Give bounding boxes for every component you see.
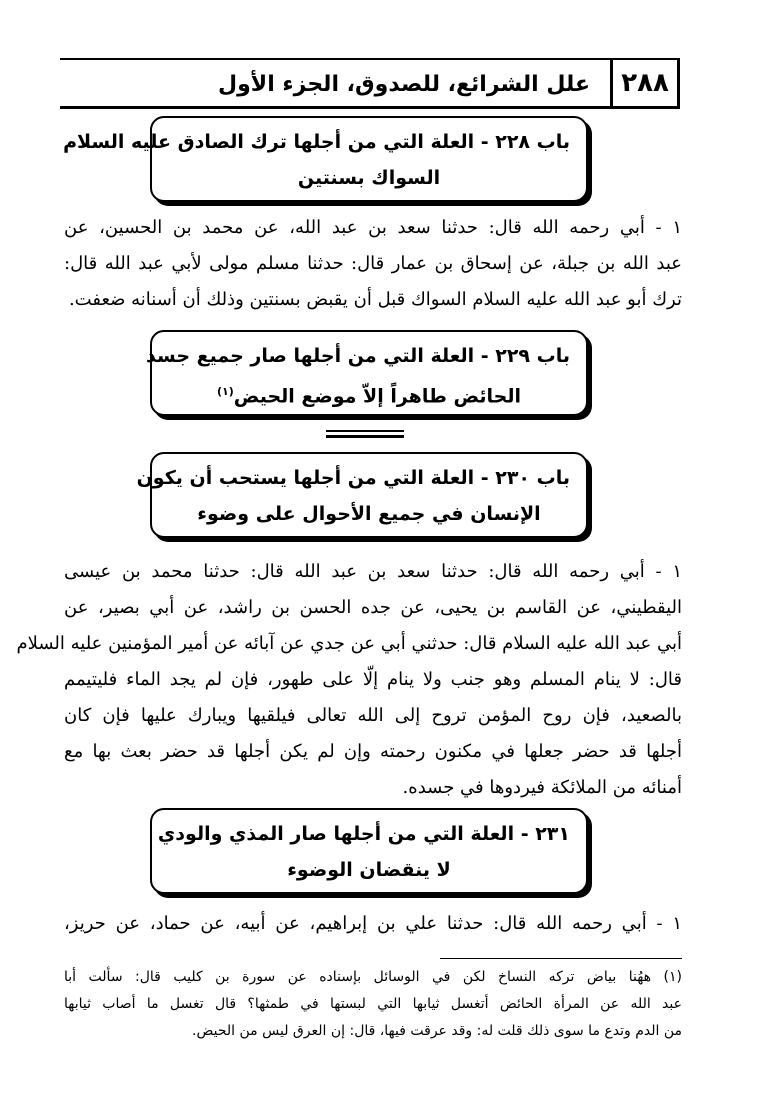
text-line: عبد الله بن جبلة، عن إسحاق بن عمار قال: حدثنا مسلم مولى لأبي عبد الله قال: (64, 253, 682, 274)
text-line: أمنائه من الملائكة فيردوها في جسده. (402, 777, 682, 798)
chapter-heading-line: الإنسان في جميع الأحوال على وضوء (197, 503, 541, 525)
hadith-paragraph (16, 554, 682, 806)
footnote-separator (440, 958, 682, 959)
footnote-line: (١) ههُنا بياض تركه النساخ لكن في الوسائل بإسناده عن سورة بن كليب قال: سألت أبا (64, 969, 682, 985)
chapter-heading-line: ٢٣١ - العلة التي من أجلها صار المذي والودي (157, 823, 570, 845)
chapter-heading-text: الحائض طاهراً إلاّ موضع الحيض (233, 385, 521, 408)
chapter-heading-line: باب ٢٢٩ - العلة التي من أجلها صار جميع جسد (146, 345, 570, 367)
page-number: ٢٨٨ (610, 60, 680, 106)
footnote-line: عبد الله عن المرأة الحائض أتغسل ثيابها التي لبستها في طمثها؟ قال تغسل ما أصاب ثيابها (64, 996, 682, 1012)
chapter-heading-line: باب ٢٢٨ - العلة التي من أجلها ترك الصادق عليه السلام (63, 131, 570, 153)
book-title: علل الشرائع، للصدوق، الجزء الأول (218, 71, 590, 97)
chapter-heading-line: باب ٢٣٠ - العلة التي من أجلها يستحب أن يكون (136, 467, 570, 489)
chapter-heading-229 (146, 330, 588, 416)
text-line: ١ - أبي رحمه الله قال: حدثنا سعد بن عبد الله، عن محمد بن الحسين، عن (64, 217, 682, 238)
text-line: بالصعيد، فإن روح المؤمن تروح إلى الله تعالى فيلقيها ويبارك عليها فإن كان (64, 705, 682, 726)
footnote-reference: (١) (217, 385, 234, 398)
hadith-paragraph (64, 210, 682, 318)
hadith-paragraph (64, 906, 682, 942)
page-header (60, 58, 680, 109)
chapter-heading-231 (150, 808, 588, 894)
text-line: ترك أبو عبد الله عليه السلام السواك قبل أن يقبض بسنتين وذلك أن أسنانه ضعفت. (68, 289, 682, 310)
text-line: أجلها قد حضر جعلها في مكنون رحمته وإن لم يكن أجلها قد حضر بعث بها مع (64, 741, 682, 762)
chapter-heading-line: لا ينقضان الوضوء (287, 859, 451, 881)
text-line: ١ - أبي رحمه الله قال: حدثنا سعد بن عبد الله قال: حدثنا محمد بن عيسى (64, 561, 682, 582)
footnote (64, 964, 682, 1045)
text-line: قال: لا ينام المسلم وهو جنب ولا ينام إلّا على طهور، فإن لم يجد الماء فليتيمم (64, 669, 682, 690)
text-line: أبي عبد الله عليه السلام قال: حدثني أبي عن جدي عن آبائه عن أمير المؤمنين عليه السلام (16, 633, 682, 654)
chapter-heading-230 (136, 452, 588, 538)
text-line: ١ - أبي رحمه الله قال: حدثنا علي بن إبراهيم، عن أبيه، عن حماد، عن حريز، (64, 913, 682, 934)
footnote-line: من الدم وتدع ما سوى ذلك قلت له: وقد عرقت فيها، قال: إن العرق ليس من الحيض. (192, 1023, 682, 1039)
chapter-heading-228 (63, 116, 588, 202)
chapter-heading-line (168, 374, 570, 414)
chapter-heading-line: السواك بسنتين (297, 167, 441, 189)
text-line: اليقطيني، عن القاسم بن يحيى، عن جده الحسن بن راشد، عن أبي بصير، عن (64, 597, 682, 618)
